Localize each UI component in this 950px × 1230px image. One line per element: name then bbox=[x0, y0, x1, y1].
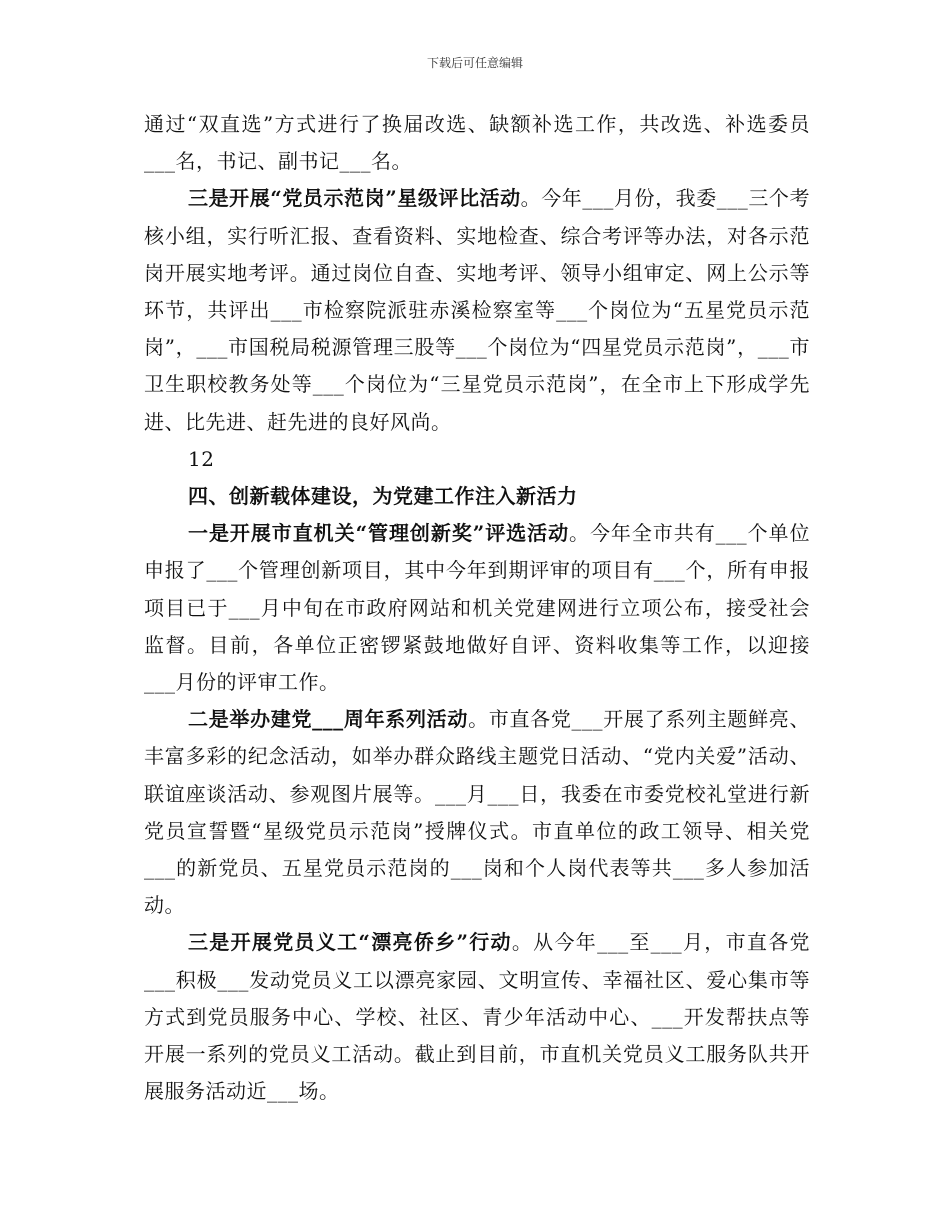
paragraph-text: 。今年___月份，我委___三个考核小组，实行听汇报、查看资料、实地检查、综合考评等办法，对各示范岗开展实地考评。通过岗位自查、实地考评、领导小组审定、网上公示等环节，共评出___市检察院派驻赤溪检察室等___个岗位为“五星党员示范岗”，___市国税局税源管理三股等___个岗位为“四星党员示范岗”，___市卫生职校教务处等___个岗位为“三星党员示范岗”，在全市上下形成学先进、比先进、赶先进的良好风尚。 bbox=[144, 186, 810, 434]
paragraph-lead: 二是举办建党___周年系列活动 bbox=[188, 707, 469, 732]
paragraph-2 bbox=[144, 180, 810, 440]
paragraph-text: 通过“双直选”方式进行了换届改选、缺额补选工作，共改选、补选委员___名，书记、副书记___名。 bbox=[144, 112, 810, 174]
paragraph-text: 。从今年___至___月，市直各党___积极___发动党员义工以漂亮家园、文明宣传、幸福社区、爱心集市等方式到党员服务中心、学校、社区、青少年活动中心、___开发帮扶点等开展一系列的党员义工活动。截止到目前，市直机关党员义工服务队共开展服务活动近___场。 bbox=[144, 930, 810, 1104]
paragraph-6 bbox=[144, 924, 810, 1110]
section-heading-text: 四、创新载体建设，为党建工作注入新活力 bbox=[188, 484, 578, 509]
paragraph-lead: 三是开展“党员示范岗”星级评比活动 bbox=[188, 186, 521, 211]
paragraph-text: 。市直各党___开展了系列主题鲜亮、丰富多彩的纪念活动，如举办群众路线主题党日活动、“党内关爱”活动、联谊座谈活动、参观图片展等。___月___日，我委在市委党校礼堂进行新党员宣誓暨“星级党员示范岗”授牌仪式。市直单位的政工领导、相关党___的新党员、五星党员示范岗的___岗和个人岗代表等共___多人参加活动。 bbox=[144, 707, 811, 918]
page-header: 下载后可任意编辑 bbox=[426, 56, 523, 70]
page-number bbox=[144, 441, 810, 478]
document-body bbox=[144, 106, 810, 1110]
paragraph-text: 。今年全市共有___个单位申报了___个管理创新项目，其中今年到期评审的项目有___个，所有申报项目已于___月中旬在市政府网站和机关党建网进行立项公布，接受社会监督。目前，各单位正密锣紧鼓地做好自评、资料收集等工作，以迎接___月份的评审工作。 bbox=[144, 521, 810, 695]
paragraph-1 bbox=[144, 106, 810, 180]
paragraph-4 bbox=[144, 515, 810, 701]
paragraph-lead: 三是开展党员义工“漂亮侨乡”行动 bbox=[188, 930, 512, 955]
page-number-text: 12 bbox=[188, 446, 215, 471]
section-heading bbox=[144, 478, 810, 515]
paragraph-lead: 一是开展市直机关“管理创新奖”评选活动 bbox=[188, 521, 570, 546]
paragraph-5 bbox=[144, 701, 810, 924]
